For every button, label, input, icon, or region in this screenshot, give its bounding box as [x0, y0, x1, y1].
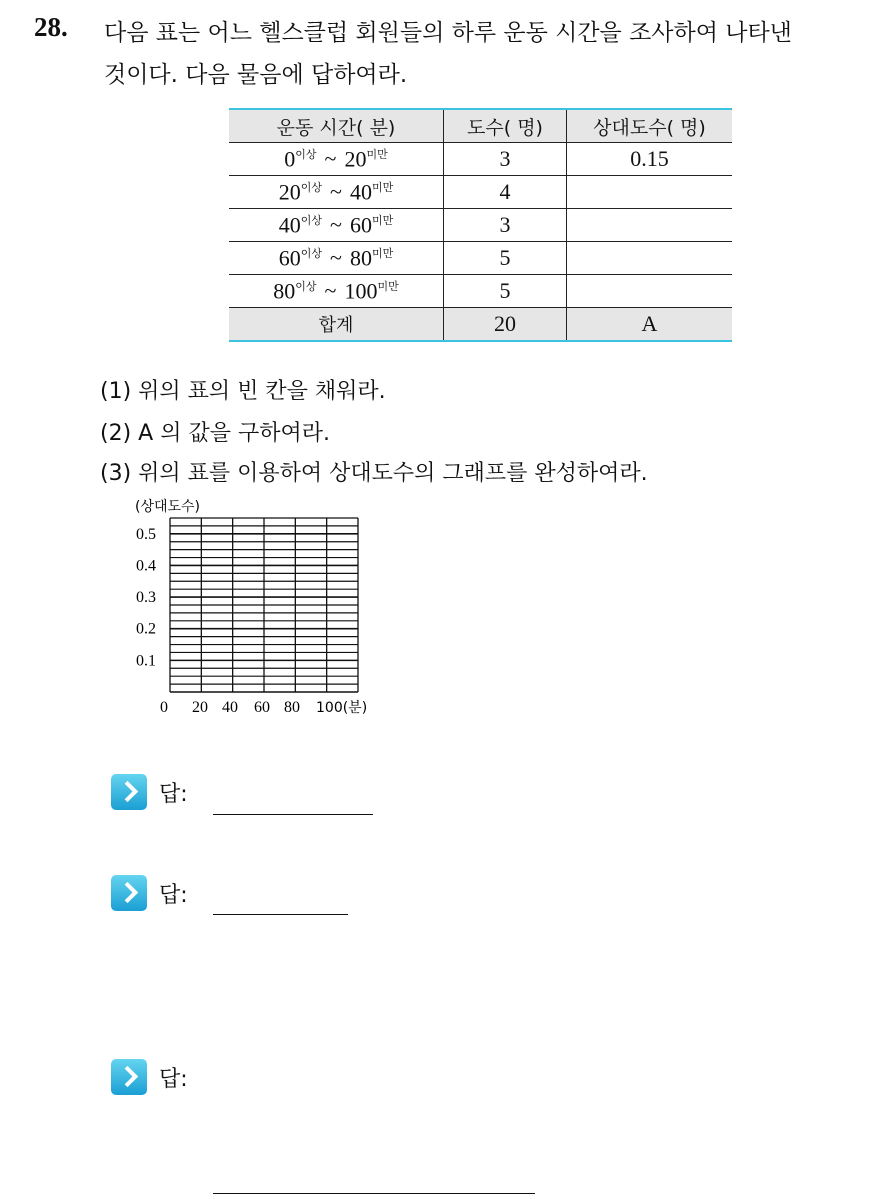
frequency-cell: 5 [444, 275, 567, 308]
graph-y-axis-label: (상대도수) [135, 499, 201, 515]
frequency-table [229, 108, 732, 342]
table-row [229, 176, 732, 209]
range-cell: $80^{이상}$ ~ $100^{미만}$ [229, 275, 444, 308]
subquestion-2: (2) A 의 값을 구하여라. [100, 421, 330, 446]
frequency-cell: 3 [444, 209, 567, 242]
header-time: 운동 시간( 분) [229, 109, 444, 143]
chevron-right-icon [111, 875, 147, 911]
question-number: 28. [34, 12, 68, 42]
header-relative-frequency: 상대도수( 명) [567, 109, 733, 143]
table-row [229, 242, 732, 275]
frequency-cell: 5 [444, 242, 567, 275]
relative-frequency-cell[interactable] [567, 242, 733, 275]
answer-3 [111, 1059, 188, 1095]
chevron-right-icon [111, 774, 147, 810]
graph-x-ticks [160, 699, 367, 716]
range-cell: $0^{이상}$ ~ $20^{미만}$ [229, 143, 444, 176]
x-tick-label: 0 [160, 699, 168, 716]
x-tick-label: 60 [254, 699, 270, 716]
header-frequency: 도수( 명) [444, 109, 567, 143]
chevron-right-icon [111, 1059, 147, 1095]
answer-1-blank[interactable] [213, 814, 373, 815]
question-text-line1: 다음 표는 어느 헬스클럽 회원들의 하루 운동 시간을 조사하여 나타낸 [104, 20, 792, 46]
x-tick-label: 100(분) [316, 700, 368, 716]
answer-label: 답: [159, 781, 188, 807]
answer-label: 답: [159, 882, 188, 908]
table-total-row [229, 308, 732, 342]
total-label: 합계 [229, 308, 444, 342]
subquestion-1: (1) 위의 표의 빈 칸을 채워라. [100, 379, 386, 404]
relative-frequency-cell[interactable] [567, 209, 733, 242]
range-cell: $20^{이상}$ ~ $40^{미만}$ [229, 176, 444, 209]
frequency-cell: 3 [444, 143, 567, 176]
answer-2 [111, 875, 188, 911]
answer-label: 답: [159, 1066, 188, 1092]
answer-3-blank[interactable] [213, 1193, 535, 1194]
relative-frequency-graph-grid[interactable] [130, 494, 390, 724]
total-relative-frequency: A [567, 308, 733, 342]
y-tick-label: 0.2 [136, 620, 156, 638]
range-cell: $60^{이상}$ ~ $80^{미만}$ [229, 242, 444, 275]
y-tick-label: 0.1 [136, 652, 156, 670]
x-tick-label: 20 [192, 699, 208, 716]
relative-frequency-cell[interactable] [567, 176, 733, 209]
relative-frequency-cell[interactable] [567, 275, 733, 308]
table-row [229, 275, 732, 308]
subquestion-3: (3) 위의 표를 이용하여 상대도수의 그래프를 완성하여라. [100, 461, 648, 486]
x-tick-label: 80 [284, 699, 300, 716]
x-tick-label: 40 [222, 699, 238, 716]
relative-frequency-cell[interactable]: 0.15 [567, 143, 733, 176]
total-frequency: 20 [444, 308, 567, 342]
frequency-cell: 4 [444, 176, 567, 209]
table-row [229, 143, 732, 176]
graph-grid [170, 518, 358, 692]
answer-2-blank[interactable] [213, 914, 348, 915]
y-tick-label: 0.4 [136, 557, 156, 575]
table-header-row [229, 109, 732, 143]
question-text-line2: 것이다. 다음 물음에 답하여라. [104, 62, 408, 88]
y-tick-label: 0.5 [136, 525, 156, 543]
table-row [229, 209, 732, 242]
answer-1 [111, 774, 188, 810]
graph-y-ticks [136, 526, 156, 670]
range-cell: $40^{이상}$ ~ $60^{미만}$ [229, 209, 444, 242]
y-tick-label: 0.3 [136, 589, 156, 607]
